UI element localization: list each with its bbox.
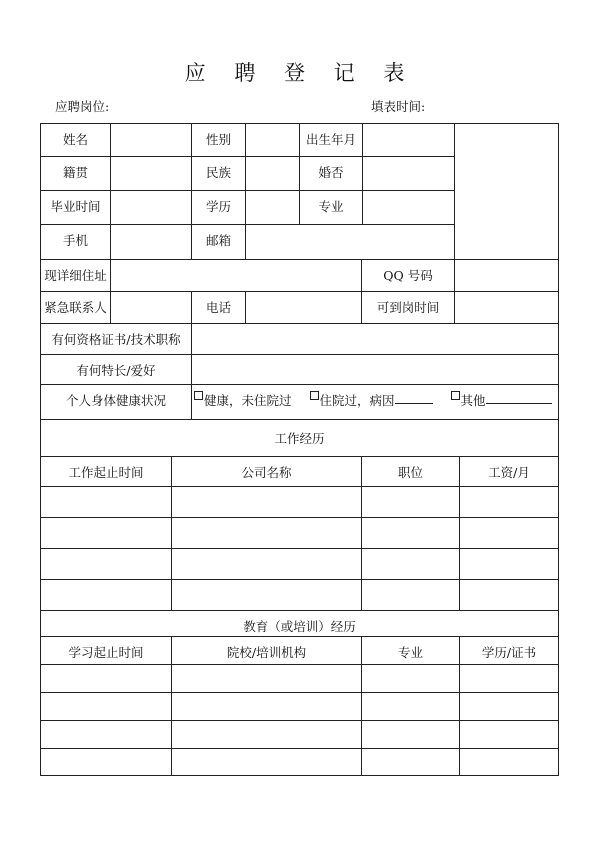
education-cell[interactable] [171, 692, 362, 721]
education-label: 学历 [191, 190, 246, 225]
education-cell[interactable] [40, 692, 172, 721]
certificates-field[interactable] [191, 323, 559, 355]
skills-label: 有何特长/爱好 [40, 354, 192, 385]
work-cell[interactable] [459, 517, 559, 549]
education-cell[interactable] [459, 720, 559, 749]
position-label: 应聘岗位: [55, 99, 110, 114]
work-cell[interactable] [361, 517, 460, 549]
birth-date-field[interactable] [362, 123, 455, 157]
hospitalized-checkbox[interactable] [310, 391, 319, 400]
graduation-time-field[interactable] [110, 190, 192, 225]
mobile-field[interactable] [110, 224, 192, 260]
qq-field[interactable] [454, 259, 559, 292]
education-cell[interactable] [171, 720, 362, 749]
work-cell[interactable] [40, 486, 172, 518]
work-cell[interactable] [171, 579, 362, 611]
work-cell[interactable] [40, 548, 172, 580]
edu-col-period: 学习起止时间 [40, 636, 172, 665]
mobile-label: 手机 [40, 224, 111, 260]
ethnicity-field[interactable] [245, 156, 300, 191]
education-section-title: 教育（或培训）经历 [40, 610, 559, 637]
work-cell[interactable] [361, 486, 460, 518]
healthy-option-label: 健康，未住院过 [204, 393, 292, 408]
work-cell[interactable] [459, 548, 559, 580]
email-label: 邮箱 [191, 224, 246, 260]
work-cell[interactable] [171, 517, 362, 549]
native-place-label: 籍贯 [40, 156, 111, 191]
native-place-field[interactable] [110, 156, 192, 191]
education-cell[interactable] [459, 692, 559, 721]
education-field[interactable] [245, 190, 300, 225]
work-cell[interactable] [171, 548, 362, 580]
education-cell[interactable] [361, 748, 460, 776]
other-reason-blank[interactable] [486, 391, 552, 404]
gender-field[interactable] [245, 123, 300, 157]
available-date-label: 可到岗时间 [361, 291, 455, 324]
skills-field[interactable] [191, 354, 559, 385]
major-label: 专业 [299, 190, 363, 225]
name-label: 姓名 [40, 123, 111, 157]
work-col-company: 公司名称 [171, 456, 362, 487]
marital-status-field[interactable] [362, 156, 455, 191]
work-col-salary: 工资/月 [459, 456, 559, 487]
education-cell[interactable] [361, 692, 460, 721]
certificates-label: 有何资格证书/技术职称 [40, 323, 192, 355]
education-cell[interactable] [459, 664, 559, 693]
edu-col-major: 专业 [361, 636, 460, 665]
work-cell[interactable] [40, 517, 172, 549]
email-field[interactable] [245, 224, 455, 260]
phone-label: 电话 [191, 291, 246, 324]
name-field[interactable] [110, 123, 192, 157]
graduation-time-label: 毕业时间 [40, 190, 111, 225]
qq-label: QQ 号码 [361, 259, 455, 292]
health-options [191, 384, 559, 420]
other-checkbox[interactable] [451, 391, 460, 400]
health-status-label: 个人身体健康状况 [40, 384, 192, 420]
hospitalized-reason-blank[interactable] [395, 391, 433, 404]
address-field[interactable] [110, 259, 362, 292]
birth-date-label: 出生年月 [299, 123, 363, 157]
emergency-contact-label: 紧急联系人 [40, 291, 111, 324]
edu-col-institution: 院校/培训机构 [171, 636, 362, 665]
education-cell[interactable] [361, 664, 460, 693]
address-label: 现详细住址 [40, 259, 111, 292]
emergency-contact-field[interactable] [110, 291, 192, 324]
work-cell[interactable] [40, 579, 172, 611]
education-cell[interactable] [40, 664, 172, 693]
education-cell[interactable] [171, 664, 362, 693]
education-cell[interactable] [40, 748, 172, 776]
available-date-field[interactable] [454, 291, 559, 324]
marital-status-label: 婚否 [299, 156, 363, 191]
registration-form-table [41, 124, 559, 776]
other-option-label: 其他 [460, 393, 486, 408]
edu-col-degree: 学历/证书 [459, 636, 559, 665]
work-col-position: 职位 [361, 456, 460, 487]
healthy-checkbox[interactable] [194, 391, 203, 400]
education-cell[interactable] [40, 720, 172, 749]
hospitalized-option-label: 住院过，病因 [319, 393, 395, 408]
gender-label: 性别 [191, 123, 246, 157]
education-cell[interactable] [171, 748, 362, 776]
fill-date-label: 填表时间: [371, 99, 426, 114]
ethnicity-label: 民族 [191, 156, 246, 191]
form-title: 应 聘 登 记 表 [184, 61, 416, 85]
education-cell[interactable] [361, 720, 460, 749]
work-cell[interactable] [459, 486, 559, 518]
education-cell[interactable] [459, 748, 559, 776]
work-cell[interactable] [361, 548, 460, 580]
major-field[interactable] [362, 190, 455, 225]
work-col-period: 工作起止时间 [40, 456, 172, 487]
phone-field[interactable] [245, 291, 362, 324]
work-cell[interactable] [171, 486, 362, 518]
work-cell[interactable] [459, 579, 559, 611]
work-section-title: 工作经历 [40, 419, 559, 457]
work-cell[interactable] [361, 579, 460, 611]
photo-area[interactable] [454, 123, 559, 260]
